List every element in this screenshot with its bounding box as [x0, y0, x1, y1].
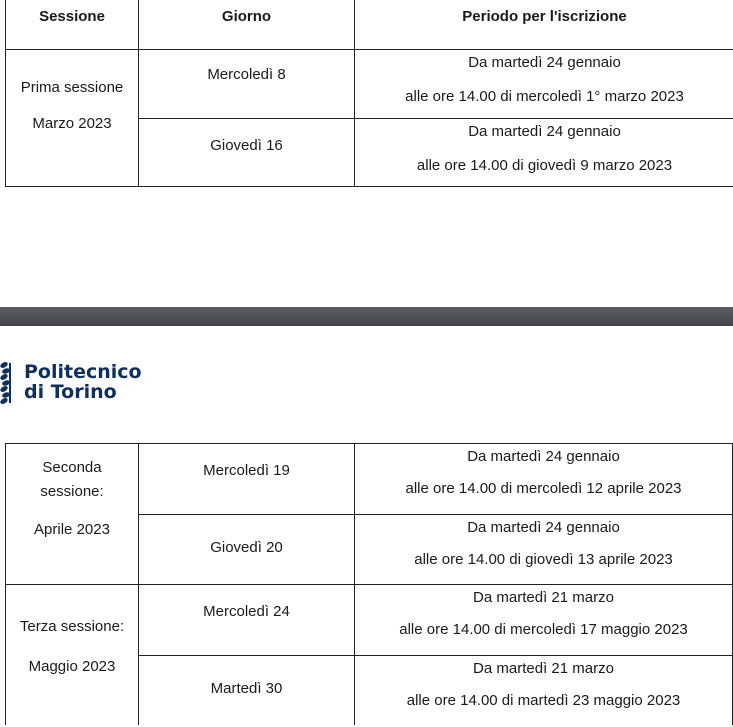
- logo-wordmark: [24, 362, 142, 402]
- session-group-terza: [6, 584, 732, 725]
- period-line-start: Da martedì 24 gennaio: [467, 519, 620, 536]
- period-line-start: Da martedì 21 marzo: [473, 589, 614, 606]
- day-cell: Mercoledì 19: [139, 444, 355, 514]
- period-line-end: alle ore 14.00 di giovedì 13 aprile 2023: [414, 551, 673, 568]
- session-group-prima: [6, 50, 733, 186]
- header-sessione: Sessione: [6, 0, 139, 49]
- period-cell: [355, 50, 733, 118]
- day-stack: [139, 585, 732, 725]
- day-cell: Martedì 30: [139, 656, 355, 725]
- day-cell: Mercoledì 8: [139, 50, 355, 118]
- session-group-seconda: [6, 444, 732, 584]
- table-header-row: [6, 0, 733, 50]
- session-name-line-1: Seconda: [42, 459, 102, 476]
- period-cell: [355, 515, 732, 584]
- period-cell: [355, 119, 733, 186]
- header-giorno: Giorno: [139, 0, 355, 49]
- session-name: Terza sessione:: [19, 618, 125, 635]
- day-cell: Giovedì 16: [139, 119, 355, 186]
- period-cell: [355, 444, 732, 514]
- period-line-end: alle ore 14.00 di mercoledì 12 aprile 2023: [405, 480, 682, 497]
- period-line-start: Da martedì 24 gennaio: [468, 123, 621, 140]
- day-cell: Mercoledì 24: [139, 585, 355, 655]
- session-month: Maggio 2023: [28, 658, 116, 675]
- schedule-table-first: [5, 0, 733, 187]
- schedule-table-second: [5, 443, 733, 725]
- logo-line-2: di Torino: [24, 381, 117, 403]
- session-cell: [6, 585, 139, 725]
- page-divider-bar: [0, 307, 733, 326]
- period-line-end: alle ore 14.00 di mercoledì 17 maggio 2023: [399, 621, 688, 638]
- logo-line-1: Politecnico: [24, 361, 142, 383]
- period-cell: [355, 585, 732, 655]
- period-line-start: Da martedì 21 marzo: [473, 660, 614, 677]
- period-line-end: alle ore 14.00 di martedì 23 maggio 2023: [406, 692, 681, 709]
- table-row: [139, 585, 732, 655]
- table-row: [139, 118, 733, 186]
- session-month: Aprile 2023: [34, 521, 110, 538]
- period-line-start: Da martedì 24 gennaio: [467, 448, 620, 465]
- politecnico-logo: [0, 352, 142, 412]
- session-name-line-2: sessione:: [40, 483, 104, 500]
- table-row: [139, 50, 733, 118]
- day-stack: [139, 50, 733, 186]
- session-month: Marzo 2023: [32, 115, 112, 132]
- period-line-end: alle ore 14.00 di mercoledì 1° marzo 2023: [405, 88, 684, 105]
- laurel-emblem-icon: [0, 359, 16, 405]
- session-cell: [6, 444, 139, 584]
- session-cell: [6, 50, 139, 186]
- period-line-end: alle ore 14.00 di giovedì 9 marzo 2023: [416, 157, 673, 174]
- session-name: Prima sessione: [20, 79, 124, 96]
- header-periodo: Periodo per l'iscrizione: [462, 8, 627, 25]
- day-stack: [139, 444, 732, 584]
- period-line-start: Da martedì 24 gennaio: [468, 54, 621, 71]
- day-cell: Giovedì 20: [139, 515, 355, 584]
- table-row: [139, 444, 732, 514]
- table-row: [139, 514, 732, 584]
- table-row: [139, 655, 732, 725]
- period-cell: [355, 656, 732, 725]
